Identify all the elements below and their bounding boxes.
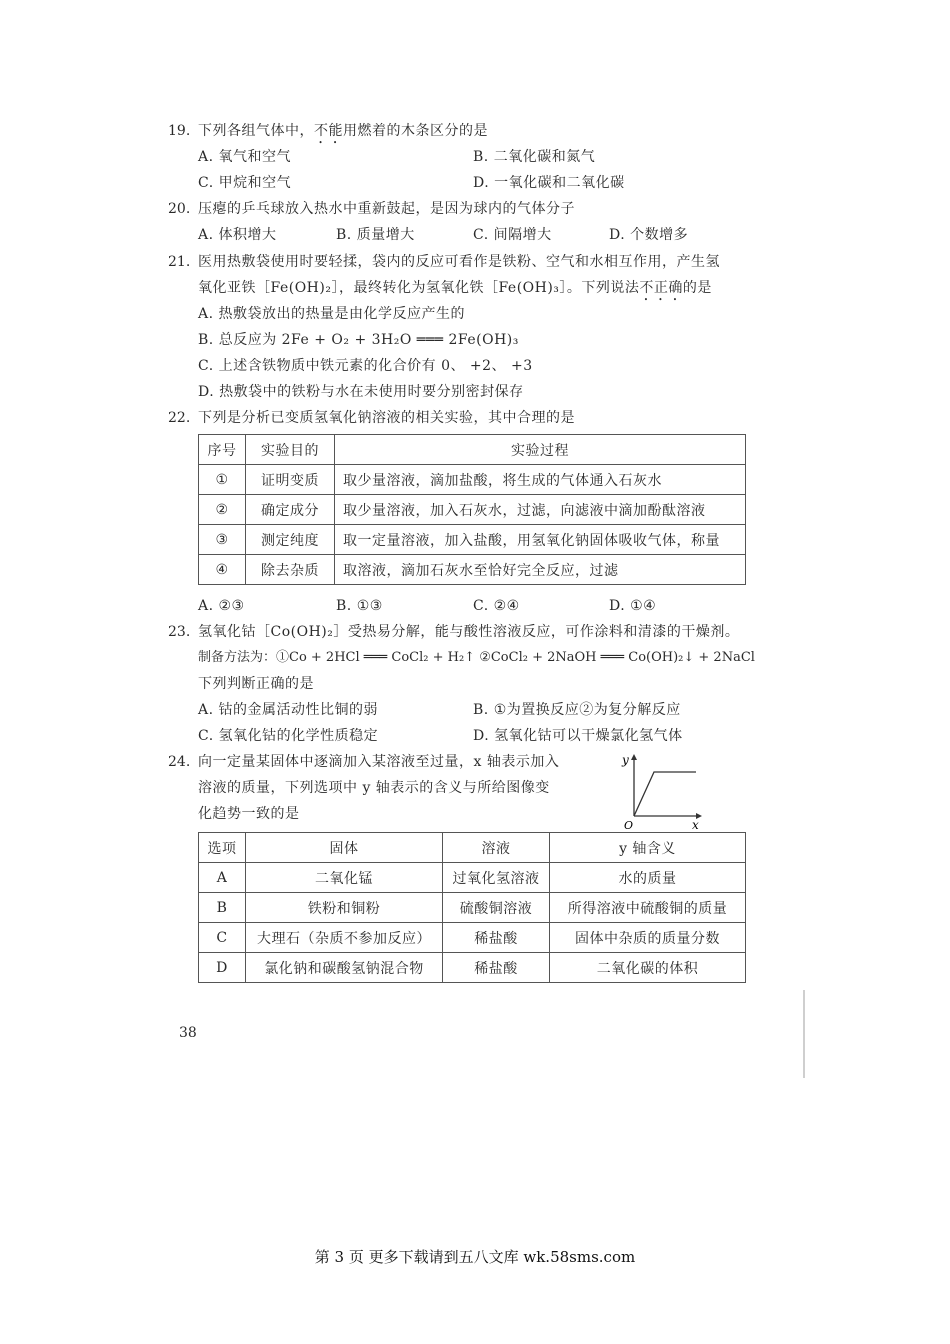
table-row [199, 555, 746, 585]
q22-table [198, 434, 746, 585]
q22-stem: 下列是分析已变质氢氧化钠溶液的相关实验，其中合理的是 [198, 410, 575, 426]
q23-option-c[interactable]: C. 氢氧化钴的化学性质稳定 [198, 728, 379, 744]
q19-option-b[interactable]: B. 二氧化碳和氮气 [473, 149, 596, 165]
table-cell: 过氧化氢溶液 [443, 863, 550, 893]
q23-option-b[interactable]: B. ①为置换反应②为复分解反应 [473, 702, 681, 718]
table-cell: 水的质量 [550, 863, 746, 893]
table-header-cell: 固体 [246, 833, 443, 863]
table-row [199, 953, 746, 983]
table-cell: 稀盐酸 [443, 953, 550, 983]
table-header-cell: 序号 [199, 435, 246, 465]
table-header-cell: y 轴含义 [550, 833, 746, 863]
q21-emphasis: 不正确 [639, 280, 683, 296]
table-cell: B [199, 893, 246, 923]
q23-stem-line1: 氢氧化钴［Co(OH)₂］受热易分解，能与酸性溶液反应，可作涂料和清漆的干燥剂。 [198, 624, 740, 640]
table-cell: 取一定量溶液，加入盐酸，用氢氧化钠固体吸收气体，称量 [335, 525, 746, 555]
q21-option-d[interactable]: D. 热敷袋中的铁粉与水在未使用时要分别密封保存 [198, 384, 524, 400]
q23-number: 23. [168, 624, 191, 640]
table-cell: A [199, 863, 246, 893]
table-header-cell: 实验过程 [335, 435, 746, 465]
q19-option-c[interactable]: C. 甲烷和空气 [198, 175, 292, 191]
table-row [199, 465, 746, 495]
table-cell: ② [199, 495, 246, 525]
q20-stem: 压瘪的乒乓球放入热水中重新鼓起，是因为球内的气体分子 [198, 201, 575, 217]
table-row [199, 893, 746, 923]
q20-option-a[interactable]: A. 体积增大 [198, 227, 277, 243]
q22-option-a[interactable]: A. ②③ [198, 598, 245, 614]
table-row [199, 863, 746, 893]
q24-number: 24. [168, 754, 191, 770]
table-cell: 取溶液，滴加石灰水至恰好完全反应，过滤 [335, 555, 746, 585]
y-axis-arrow [631, 754, 637, 760]
q24-table [198, 832, 746, 983]
table-cell: 氯化钠和碳酸氢钠混合物 [246, 953, 443, 983]
q21-option-c[interactable]: C. 上述含铁物质中铁元素的化合价有 0、 +2、 +3 [198, 358, 533, 374]
table-cell: 除去杂质 [246, 555, 335, 585]
q24-stem-line3: 化趋势一致的是 [198, 806, 300, 822]
q21-number: 21. [168, 254, 191, 270]
q20-number: 20. [168, 201, 191, 217]
q24-stem-line1: 向一定量某固体中逐滴加入某溶液至过量，x 轴表示加入 [198, 754, 560, 770]
q24-graph [620, 750, 702, 830]
q22-number: 22. [168, 410, 191, 426]
table-header-cell: 溶液 [443, 833, 550, 863]
q23-option-a[interactable]: A. 钴的金属活动性比铜的弱 [198, 702, 379, 718]
q19-number: 19. [168, 123, 191, 139]
table-cell: 取少量溶液，加入石灰水，过滤，向滤液中滴加酚酞溶液 [335, 495, 746, 525]
q22-option-c[interactable]: C. ②④ [473, 598, 520, 614]
table-cell: 铁粉和铜粉 [246, 893, 443, 923]
q21-stem-line2: 氧化亚铁［Fe(OH)₂］，最终转化为氢氧化铁［Fe(OH)₃］。下列说法不正确的是 [198, 280, 712, 296]
table-cell: ④ [199, 555, 246, 585]
table-header-cell: 实验目的 [246, 435, 335, 465]
table-cell: 取少量溶液，滴加盐酸，将生成的气体通入石灰水 [335, 465, 746, 495]
q23-stem-line3: 下列判断正确的是 [198, 676, 314, 692]
q23-stem-line2: 制备方法为：①Co + 2HCl ═══ CoCl₂ + H₂↑ ②CoCl₂ + 2NaOH ═══ Co(OH)₂↓ + 2NaCl [198, 650, 755, 665]
table-header-cell: 选项 [199, 833, 246, 863]
q24-stem-line2: 溶液的质量，下列选项中 y 轴表示的含义与所给图像变 [198, 780, 550, 796]
q19-emphasis: 不能 [314, 123, 343, 139]
table-cell: 大理石（杂质不参加反应） [246, 923, 443, 953]
table-header-row [199, 435, 746, 465]
q22-option-d[interactable]: D. ①④ [609, 598, 657, 614]
scan-edge-line [803, 990, 805, 1078]
table-row [199, 495, 746, 525]
table-cell: ③ [199, 525, 246, 555]
q20-option-d[interactable]: D. 个数增多 [609, 227, 689, 243]
table-cell: 所得溶液中硫酸铜的质量 [550, 893, 746, 923]
table-cell: 稀盐酸 [443, 923, 550, 953]
x-axis-label: x [692, 818, 699, 830]
page-number: 38 [179, 1025, 197, 1041]
q21-option-a[interactable]: A. 热敷袋放出的热量是由化学反应产生的 [198, 306, 466, 322]
y-axis-label: y [622, 753, 629, 767]
q21-stem-line1: 医用热敷袋使用时要轻揉，袋内的反应可看作是铁粉、空气和水相互作用，产生氢 [198, 254, 720, 270]
table-header-row [199, 833, 746, 863]
q20-option-b[interactable]: B. 质量增大 [336, 227, 415, 243]
table-cell: D [199, 953, 246, 983]
q19-stem: 下列各组气体中，不能用燃着的木条区分的是 [198, 123, 488, 139]
origin-label: O [624, 819, 634, 830]
q21-option-b[interactable]: B. 总反应为 2Fe + O₂ + 3H₂O ═══ 2Fe(OH)₃ [198, 332, 519, 348]
table-cell: 确定成分 [246, 495, 335, 525]
table-cell: 证明变质 [246, 465, 335, 495]
q19-option-d[interactable]: D. 一氧化碳和二氧化碳 [473, 175, 625, 191]
table-cell: ① [199, 465, 246, 495]
table-cell: C [199, 923, 246, 953]
table-cell: 二氧化锰 [246, 863, 443, 893]
page-footer: 第 3 页 更多下载请到五八文库 wk.58sms.com [314, 1248, 636, 1266]
table-cell: 硫酸铜溶液 [443, 893, 550, 923]
q19-option-a[interactable]: A. 氧气和空气 [198, 149, 292, 165]
q23-option-d[interactable]: D. 氢氧化钴可以干燥氯化氢气体 [473, 728, 683, 744]
trend-line [634, 772, 696, 816]
table-row [199, 923, 746, 953]
q22-option-b[interactable]: B. ①③ [336, 598, 383, 614]
table-cell: 测定纯度 [246, 525, 335, 555]
q20-option-c[interactable]: C. 间隔增大 [473, 227, 552, 243]
table-row [199, 525, 746, 555]
table-cell: 固体中杂质的质量分数 [550, 923, 746, 953]
table-cell: 二氧化碳的体积 [550, 953, 746, 983]
